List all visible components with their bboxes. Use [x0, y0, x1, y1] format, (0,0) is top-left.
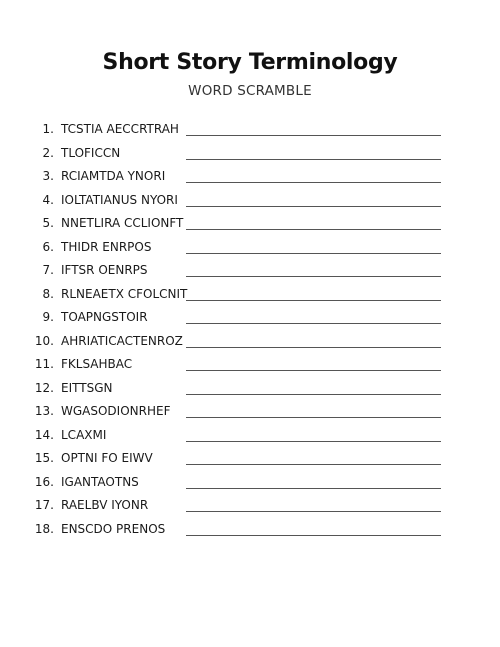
list-item [0, 426, 500, 450]
item-number: 10. [34, 333, 54, 348]
item-number: 11. [34, 357, 54, 371]
list-item [0, 402, 500, 426]
list-item [0, 449, 500, 473]
answer-line[interactable] [186, 511, 441, 512]
list-item [0, 379, 500, 403]
answer-line[interactable] [186, 370, 441, 371]
list-item [0, 238, 500, 262]
list-item [0, 144, 500, 168]
scrambled-word: IGANTAOTNS [61, 474, 139, 489]
answer-line[interactable] [186, 441, 441, 442]
item-number: 15. [34, 451, 54, 465]
answer-line[interactable] [186, 253, 441, 254]
scrambled-word: RAELBV IYONR [61, 498, 149, 512]
item-number: 16. [34, 474, 54, 489]
scrambled-word: AHRIATICACTENROZ [61, 333, 183, 348]
list-item [0, 355, 500, 379]
page-subtitle: WORD SCRAMBLE [188, 83, 312, 99]
answer-line[interactable] [186, 323, 441, 324]
scrambled-word: THIDR ENRPOS [61, 239, 152, 254]
scrambled-word: LCAXMI [61, 427, 107, 442]
list-item [0, 496, 500, 520]
item-number: 12. [34, 380, 54, 395]
answer-line[interactable] [186, 206, 441, 207]
item-number: 4. [42, 192, 54, 207]
scrambled-word: TOAPNGSTOIR [61, 310, 148, 324]
answer-line[interactable] [186, 182, 441, 183]
answer-line[interactable] [186, 276, 441, 277]
answer-line[interactable] [186, 347, 441, 348]
list-item [0, 214, 500, 238]
scrambled-word: RLNEAETX CFOLCNIT [61, 286, 188, 301]
list-item [0, 167, 500, 191]
scrambled-word: OPTNI FO EIWV [61, 451, 153, 465]
answer-line[interactable] [186, 159, 441, 160]
scrambled-word: TCSTIA AECCRTRAH [61, 122, 179, 136]
scrambled-word: FKLSAHBAC [61, 357, 133, 371]
scrambled-word: EITTSGN [61, 380, 113, 395]
item-number: 2. [42, 145, 54, 160]
list-item [0, 520, 500, 544]
answer-line[interactable] [186, 488, 441, 489]
list-item [0, 308, 500, 332]
scrambled-word: TLOFICCN [61, 145, 121, 160]
list-item [0, 473, 500, 497]
list-item [0, 191, 500, 215]
item-number: 8. [42, 286, 54, 301]
scrambled-word: ENSCDO PRENOS [61, 521, 166, 536]
answer-line[interactable] [186, 135, 441, 136]
item-number: 17. [34, 498, 54, 512]
scrambled-word: RCIAMTDA YNORI [61, 169, 166, 183]
scrambled-word: IOLTATIANUS NYORI [61, 192, 178, 207]
item-number: 14. [34, 427, 54, 442]
list-item [0, 332, 500, 356]
answer-line[interactable] [186, 394, 441, 395]
answer-line[interactable] [186, 229, 441, 230]
item-number: 1. [42, 122, 54, 136]
item-number: 9. [42, 310, 54, 324]
answer-line[interactable] [186, 300, 441, 301]
list-item [0, 120, 500, 144]
item-number: 13. [34, 404, 54, 418]
scrambled-word: WGASODIONRHEF [61, 404, 171, 418]
item-number: 18. [34, 521, 54, 536]
scramble-list [0, 120, 500, 543]
page-title: Short Story Terminology [102, 50, 398, 75]
item-number: 3. [42, 169, 54, 183]
list-item [0, 261, 500, 285]
answer-line[interactable] [186, 464, 441, 465]
answer-line[interactable] [186, 535, 441, 536]
item-number: 6. [42, 239, 54, 254]
answer-line[interactable] [186, 417, 441, 418]
scrambled-word: NNETLIRA CCLIONFT [61, 216, 184, 230]
item-number: 5. [42, 216, 54, 230]
list-item [0, 285, 500, 309]
item-number: 7. [42, 263, 54, 277]
scrambled-word: IFTSR OENRPS [61, 263, 148, 277]
